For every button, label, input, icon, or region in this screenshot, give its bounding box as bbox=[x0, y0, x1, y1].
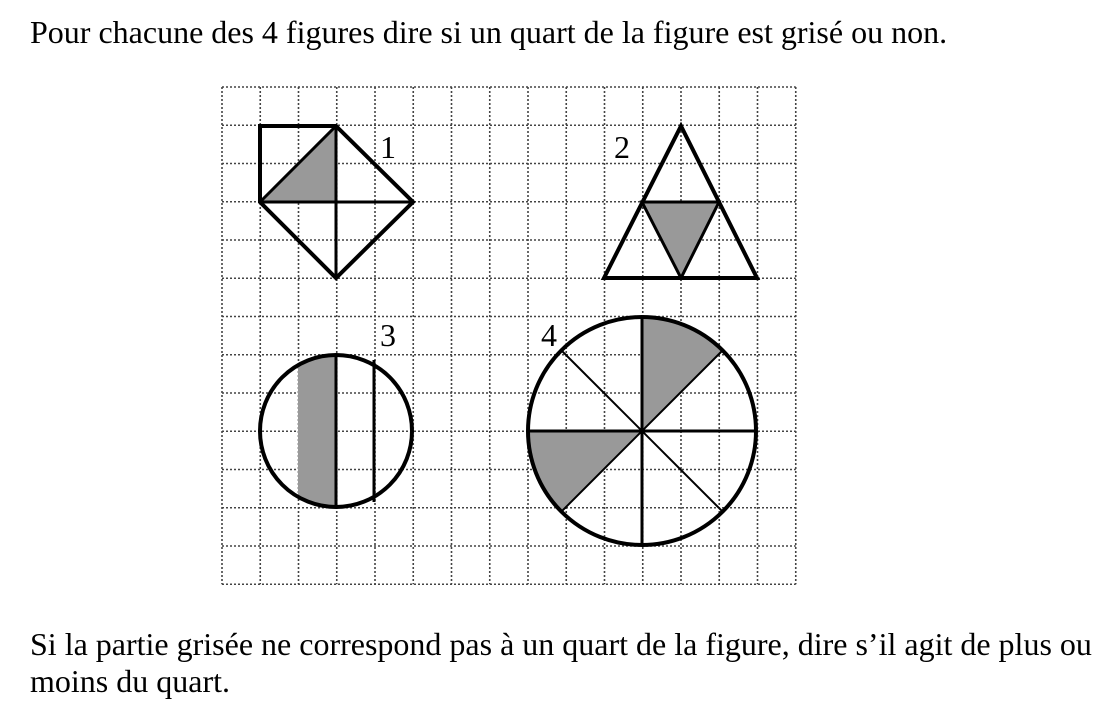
figure-4 bbox=[528, 317, 756, 545]
figure-2-label: 2 bbox=[614, 129, 630, 165]
figure-3-label: 3 bbox=[380, 317, 396, 353]
figure-1 bbox=[260, 126, 413, 278]
figure-1-label: 1 bbox=[380, 129, 396, 165]
question-text: Pour chacune des 4 figures dire si un quart de la figure est grisé ou non. bbox=[30, 14, 948, 50]
figure-4-shaded-arc-top bbox=[642, 317, 723, 431]
figure-4-shaded-arc-left bbox=[528, 431, 642, 512]
figure-4-label: 4 bbox=[541, 317, 557, 353]
followup-text: Si la partie grisée ne correspond pas à un quart de la figure, dire s’il agit de plus ou moins du quart. bbox=[30, 626, 1092, 699]
figure-3-shaded-part bbox=[298, 340, 336, 522]
